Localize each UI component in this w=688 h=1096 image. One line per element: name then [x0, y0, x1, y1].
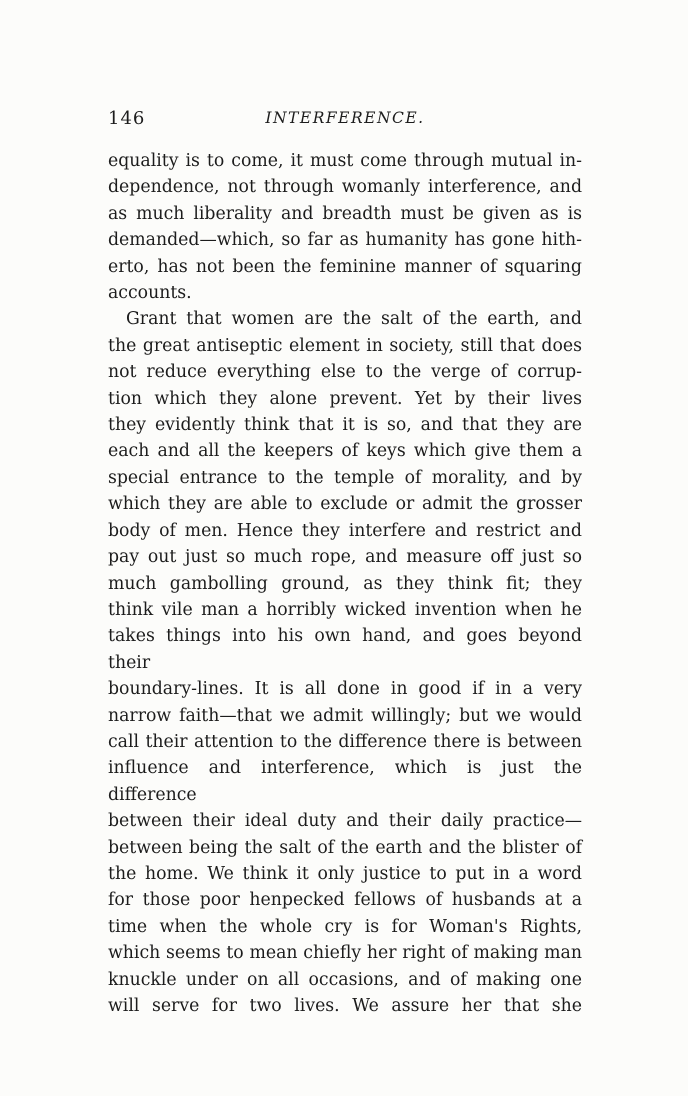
- page-header-title: INTERFERENCE.: [265, 109, 425, 127]
- text-line: think vile man a horribly wicked invention when he: [108, 599, 582, 620]
- text-line: body of men. Hence they interfere and restrict and: [108, 520, 582, 541]
- text-line: not reduce everything else to the verge of corrup-: [108, 362, 582, 383]
- text-block: [108, 106, 582, 1019]
- text-line: special entrance to the temple of morality, and by: [108, 467, 582, 488]
- text-line: the home. We think it only justice to put in a word: [108, 863, 582, 884]
- text-line: much gambolling ground, as they think fit; they: [108, 573, 582, 594]
- page-body: [108, 148, 582, 1019]
- text-line: they evidently think that it is so, and that they are: [108, 415, 582, 436]
- text-line: which seems to mean chiefly her right of making man: [108, 943, 582, 964]
- text-line: will serve for two lives. We assure her that she: [108, 996, 582, 1016]
- text-line: as much liberality and breadth must be given as is: [108, 203, 582, 224]
- text-line: call their attention to the difference there is between: [108, 731, 582, 752]
- page-number: 146: [108, 108, 146, 129]
- text-line: time when the whole cry is for Woman's Rights,: [108, 916, 582, 937]
- text-line: knuckle under on all occasions, and of making one: [108, 969, 582, 990]
- text-line: dependence, not through womanly interference, and: [108, 177, 582, 198]
- paragraph: [108, 306, 582, 1019]
- text-line: between their ideal duty and their daily practice—: [108, 811, 582, 832]
- text-line: accounts.: [108, 283, 192, 304]
- text-line: takes things into his own hand, and goes beyond their: [108, 626, 582, 673]
- text-line: Grant that women are the salt of the earth, and: [126, 309, 582, 330]
- text-line: which they are able to exclude or admit the grosser: [108, 494, 582, 515]
- text-line: equality is to come, it must come through mutual in-: [108, 151, 582, 171]
- text-line: tion which they alone prevent. Yet by their lives: [108, 388, 582, 409]
- text-line: the great antiseptic element in society, still that does: [108, 335, 582, 356]
- text-line: pay out just so much rope, and measure off just so: [108, 547, 582, 568]
- text-line: between being the salt of the earth and the blister of: [108, 837, 582, 858]
- paragraph: [108, 148, 582, 306]
- text-line: boundary-lines. It is all done in good if in a very: [108, 679, 582, 700]
- text-line: for those poor henpecked fellows of husbands at a: [108, 890, 582, 911]
- text-line: influence and interference, which is just the difference: [108, 758, 582, 805]
- text-line: each and all the keepers of keys which give them a: [108, 441, 582, 462]
- text-line: erto, has not been the feminine manner of squaring: [108, 256, 582, 277]
- running-head: [108, 106, 582, 134]
- text-line: demanded—which, so far as humanity has gone hith-: [108, 230, 582, 251]
- text-line: narrow faith—that we admit willingly; but we would: [108, 705, 582, 726]
